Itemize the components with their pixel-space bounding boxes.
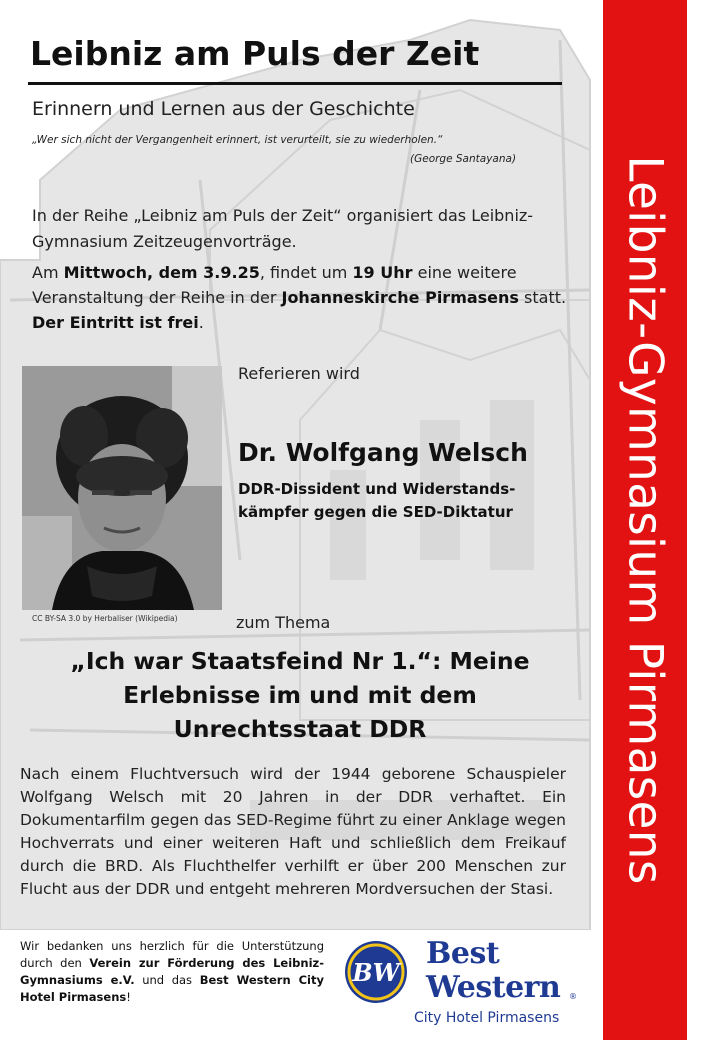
- topic-label: zum Thema: [236, 613, 331, 632]
- logo-subline: City Hotel Pirmasens: [414, 1010, 560, 1026]
- side-banner: [603, 0, 687, 1040]
- event-text-5: .: [198, 313, 204, 332]
- event-time: 19 Uhr: [352, 263, 413, 282]
- intro-paragraph: In der Reihe „Leibniz am Puls der Zeit“ organisiert das Leibniz-Gymnasium Zeitzeugenvorträge.: [32, 206, 534, 251]
- bw-monogram-text: BW: [352, 958, 400, 987]
- best-western-logo: [342, 938, 592, 1030]
- title-underline: [28, 82, 562, 85]
- logo-line-best: Best: [426, 936, 500, 971]
- thanks-org-2: Best Western City Hotel Pirmasens: [20, 973, 324, 1004]
- description-paragraph: Nach einem Fluchtversuch wird der 1944 geborene Schauspieler Wolfgang Welsch mit 20 Jahren in der DDR verhaftet. Ein Dokumentarfilm gegen das SED-Regime führt zu einer Anklage wegen Hochverrats und einer weiteren Haft und schließlich dem Freikauf durch die BRD. Als Fluchthelfer verhilft er über 200 Menschen zur Flucht aus der DDR und entgeht mehreren Mordversuchen der Stasi.: [20, 765, 566, 898]
- event-entry: Der Eintritt ist frei: [32, 313, 199, 332]
- speaker-name: Dr. Wolfgang Welsch: [238, 438, 528, 467]
- quote-author: (George Santayana): [410, 153, 517, 165]
- speaker-role: DDR-Dissident und Widerstands-kämpfer gegen die SED-Diktatur: [238, 480, 516, 521]
- event-text-1: Am: [32, 263, 64, 282]
- poster-title: Leibniz am Puls der Zeit: [30, 34, 480, 73]
- bw-monogram-icon: [344, 940, 408, 1004]
- side-banner-text: Leibniz-Gymnasium Pirmasens: [617, 155, 673, 885]
- speaker-intro: Referieren wird: [238, 364, 360, 383]
- event-place: Johanneskirche Pirmasens: [281, 288, 519, 307]
- quote: „Wer sich nicht der Vergangenheit erinnert, ist verurteilt, sie zu wiederholen.“: [32, 134, 443, 146]
- thanks-text-1: Wir bedanken uns herzlich für die Unterstützung durch den: [20, 939, 324, 970]
- event-paragraph: [32, 260, 577, 335]
- thanks-text-3: !: [126, 990, 131, 1004]
- event-text-3: eine weitere Veranstaltung der Reihe in der: [32, 263, 517, 307]
- thanks-org-1: Verein zur Förderung des Leibniz-Gymnasiums e.V.: [20, 956, 324, 987]
- thanks-paragraph: [20, 938, 324, 1006]
- photo-credit: CC BY-SA 3.0 by Herbaliser (Wikipedia): [32, 614, 178, 623]
- event-text-4: statt.: [518, 288, 567, 307]
- event-text-2: , findet um: [259, 263, 353, 282]
- event-day: Mittwoch, dem 3.9.25: [63, 263, 260, 282]
- thanks-text-2: und das: [134, 973, 200, 987]
- speaker-photo: [22, 366, 222, 610]
- logo-line-western: Western: [426, 970, 561, 1005]
- poster-subtitle: Erinnern und Lernen aus der Geschichte: [32, 98, 415, 120]
- logo-registered-mark: ®: [569, 992, 577, 1001]
- topic-title: „Ich war Staatsfeind Nr 1.“: Meine Erlebnisse im und mit dem Unrechtsstaat DDR: [70, 647, 530, 743]
